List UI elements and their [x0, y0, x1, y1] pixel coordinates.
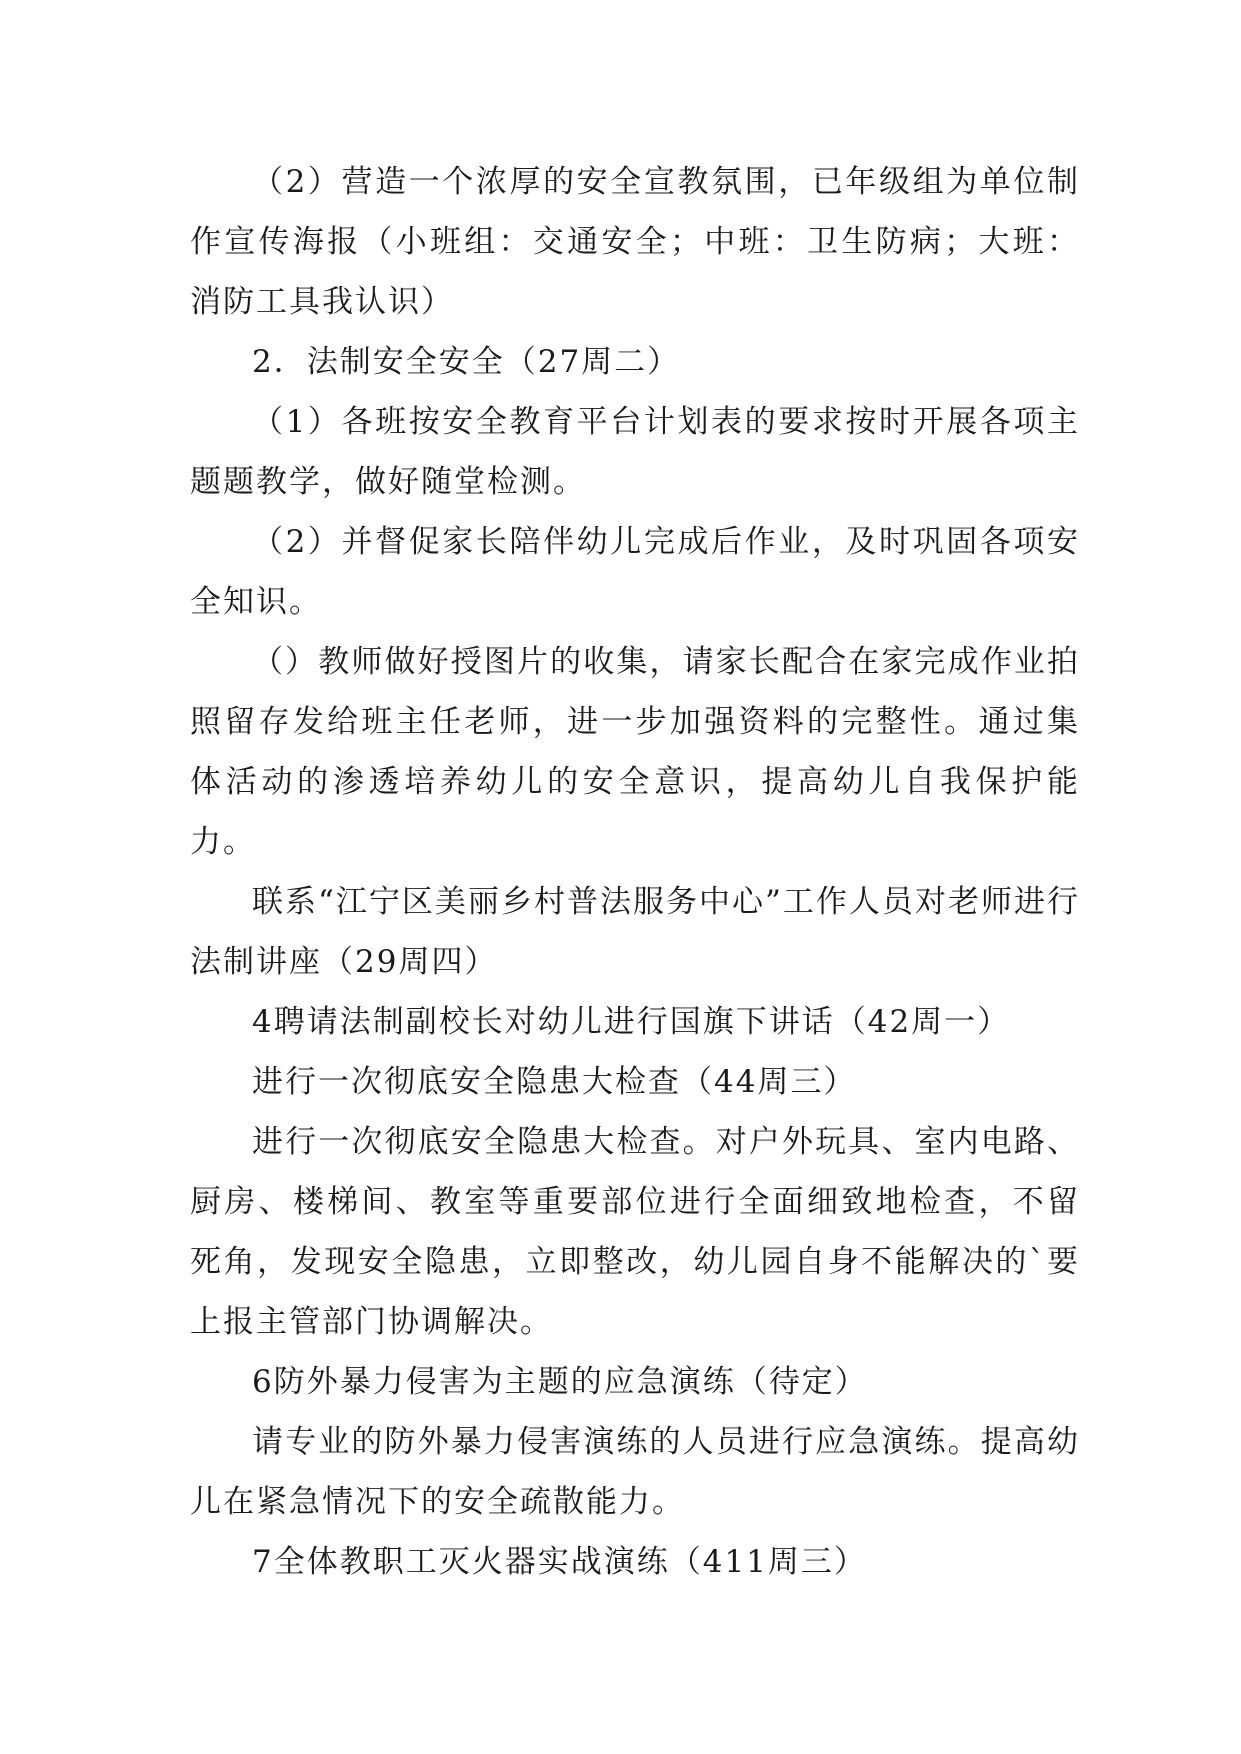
paragraph-flag-speech: 4聘请法制副校长对幼儿进行国旗下讲话（42周一）: [252, 1004, 1011, 1040]
paragraph-drill-detail: 请专业的防外暴力侵害演练的人员进行应急演练。提高幼儿在紧急情况下的安全疏散能力。: [190, 1424, 1080, 1520]
paragraph-extinguisher-drill: 7全体教职工灭火器实战演练（411周三）: [252, 1544, 867, 1580]
paragraph-parent-supervision: （2）并督促家长陪伴幼儿完成后作业，及时巩固各项安全知识。: [190, 524, 1080, 620]
paragraph-class-teaching: （1）各班按安全教育平台计划表的要求按时开展各项主题题教学，做好随堂检测。: [190, 404, 1080, 500]
paragraph-poster-activity: （2）营造一个浓厚的安全宣教氛围，已年级组为单位制作宣传海报（小班组：交通安全；中班：卫生防病；大班：消防工具我认识）: [190, 164, 1080, 320]
paragraph-photo-collection: （）教师做好授图片的收集，请家长配合在家完成作业拍照留存发给班主任老师，进一步加强资料的完整性。通过集体活动的渗透培养幼儿的安全意识，提高幼儿自我保护能力。: [190, 644, 1080, 860]
paragraph-legal-safety-heading: 2．法制安全安全（27周二）: [252, 344, 681, 380]
paragraph-inspection-heading: 进行一次彻底安全隐患大检查（44周三）: [252, 1064, 857, 1100]
paragraph-inspection-detail: 进行一次彻底安全隐患大检查。对户外玩具、室内电路、厨房、楼梯间、教室等重要部位进行全面细致地检查，不留死角，发现安全隐患，立即整改，幼儿园自身不能解决的`要上报主管部门协调解决。: [190, 1124, 1080, 1340]
paragraph-drill-heading: 6防外暴力侵害为主题的应急演练（待定）: [252, 1364, 868, 1400]
paragraph-legal-lecture: 联系“江宁区美丽乡村普法服务中心”工作人员对老师进行法制讲座（29周四）: [190, 884, 1080, 980]
document-body: [190, 152, 1080, 1592]
